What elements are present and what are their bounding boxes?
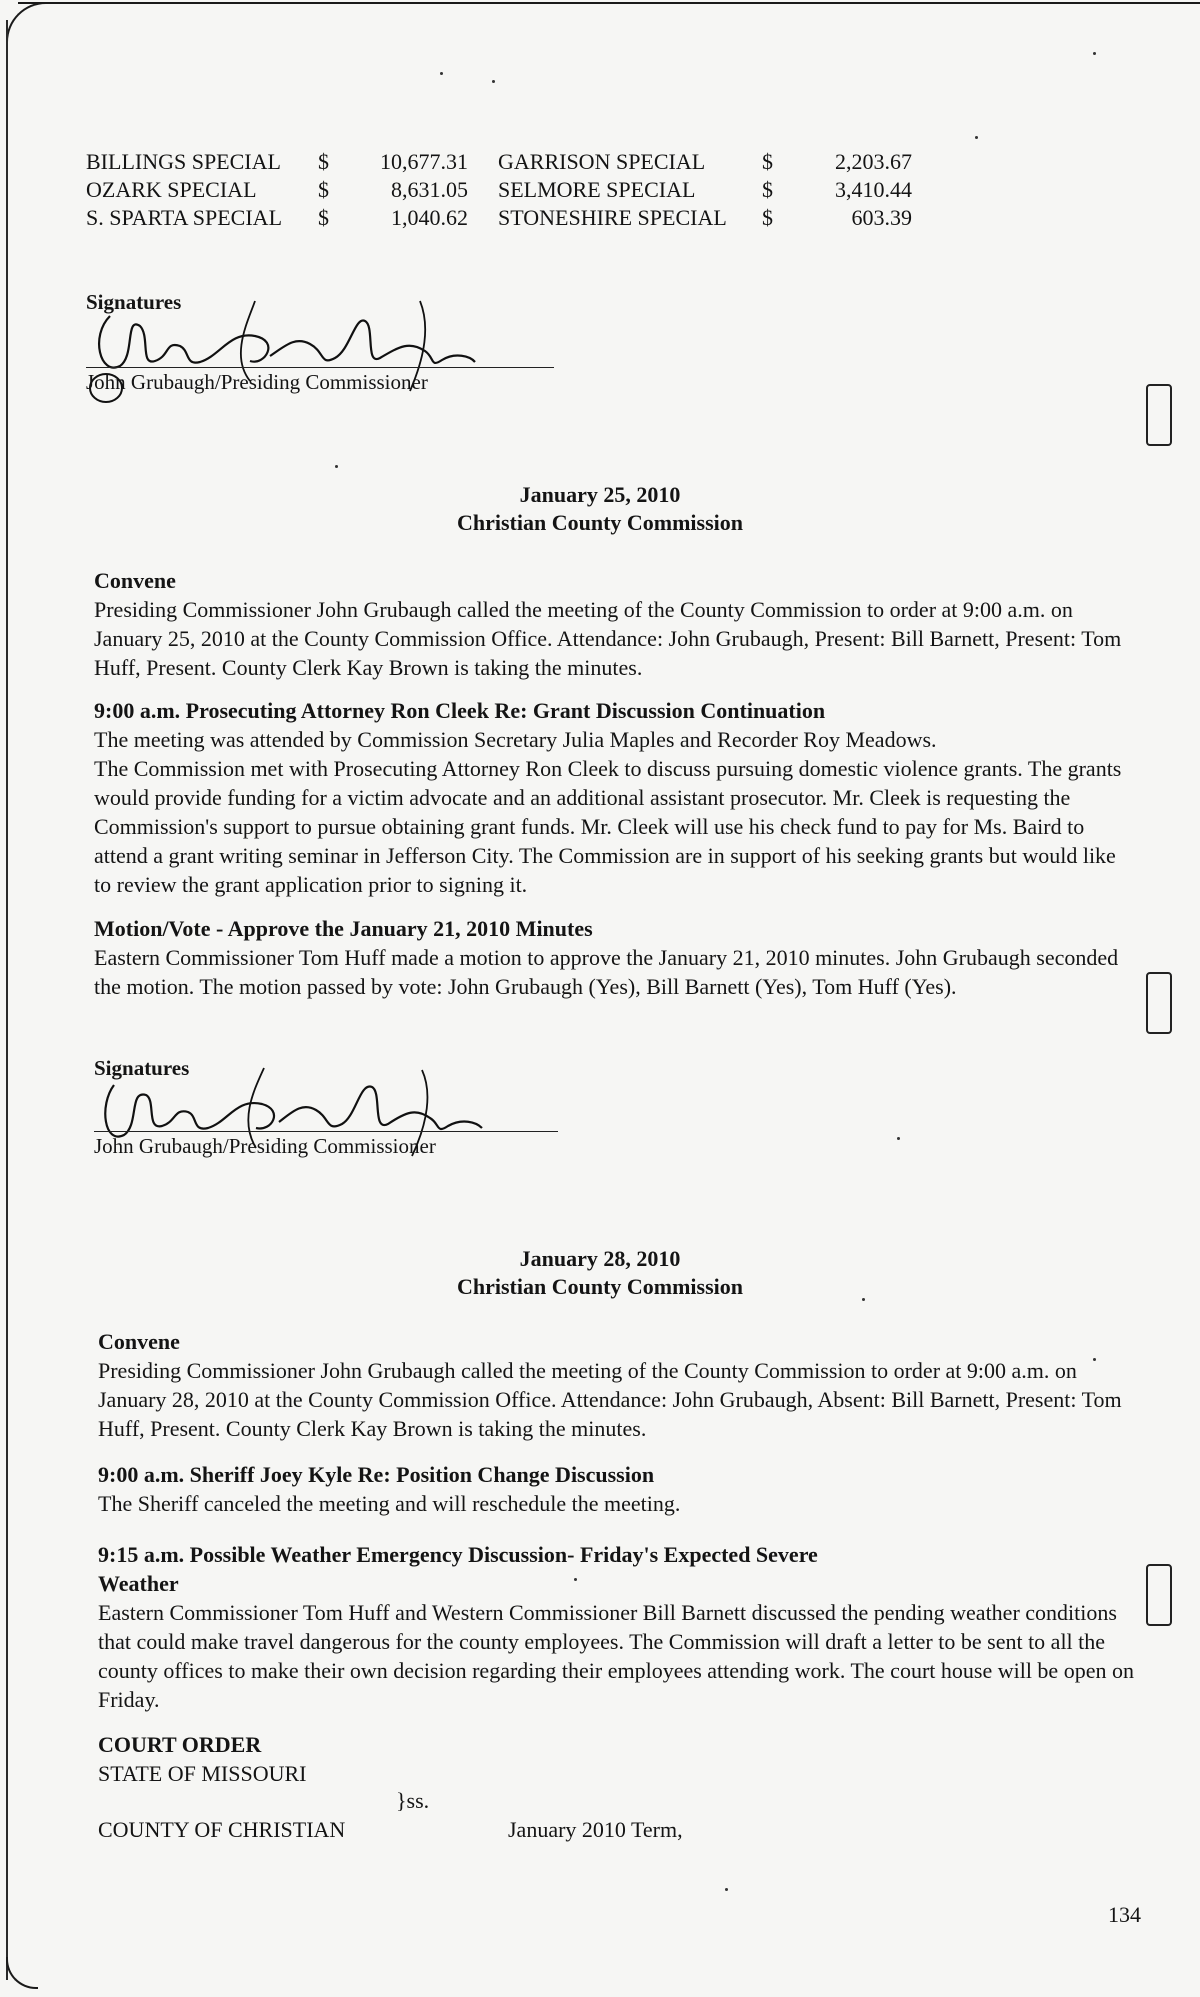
scan-speck — [725, 1888, 728, 1891]
court-order-heading: COURT ORDER — [98, 1732, 262, 1757]
signature-caption: John Grubaugh/Presiding Commissioner — [94, 1134, 436, 1158]
fund-amount: 3,410.44 — [835, 177, 912, 202]
fund-amount: 8,631.05 — [391, 177, 468, 202]
court-order-section — [98, 1730, 307, 1788]
section-text: Eastern Commissioner Tom Huff and Western Commissioner Bill Barnett discussed the pending weather conditions that could make travel dangerous for the county employees. The Commission will draft a letter to be sent to all the county offices to make their own decision regarding their employees attending work. The court house will be open on Friday. — [98, 1600, 1134, 1712]
margin-checkbox — [1146, 1564, 1172, 1626]
convene-section — [98, 1327, 1138, 1443]
page-edge-top — [18, 2, 1200, 4]
fund-name: GARRISON SPECIAL — [498, 149, 706, 174]
section-heading: Convene — [98, 1329, 180, 1354]
signature-line — [94, 1131, 558, 1132]
section-text: The Commission met with Prosecuting Attorney Ron Cleek to discuss pursuing domestic violence grants. The grants would provide funding for a victim advocate and an additional assistant prosecutor. Mr. Cleek is requesting the Commission's support to pursue obtaining grant funds. Mr. Cleek will use his check fund to pay for Ms. Baird to attend a grant writing seminar in Jefferson City. The Commission are in support of his seeking grants but would like to review the grant application prior to signing it. — [94, 756, 1122, 897]
table-row — [86, 176, 912, 204]
fund-amount: 2,203.67 — [835, 149, 912, 174]
fund-name: STONESHIRE SPECIAL — [498, 205, 727, 230]
motion-vote-section — [94, 914, 1134, 1001]
fund-rows — [86, 148, 912, 232]
currency-symbol: $ — [762, 205, 773, 230]
scan-speck — [1093, 52, 1096, 55]
scan-speck — [897, 1137, 900, 1140]
agenda-item-section — [94, 696, 1134, 899]
section-text: Eastern Commissioner Tom Huff made a motion to approve the January 21, 2010 minutes. John Grubaugh seconded the motion. The motion passed by vote: John Grubaugh (Yes), Bill Barnett (Yes), Tom Huff (Yes). — [94, 945, 1119, 999]
page-corner-curl — [6, 2, 48, 44]
special-fund-table — [86, 148, 912, 232]
weather-emergency-section — [98, 1540, 1138, 1714]
page-corner-bottom — [6, 1957, 38, 1989]
fund-name: SELMORE SPECIAL — [498, 177, 696, 202]
page-number: 134 — [1108, 1902, 1141, 1927]
convene-section — [94, 566, 1134, 682]
section-heading: Weather — [98, 1571, 179, 1596]
currency-symbol: $ — [318, 149, 329, 174]
section-text: Presiding Commissioner John Grubaugh called the meeting of the County Commission to order at 9:00 a.m. on January 25, 2010 at the County Commission Office. Attendance: John Grubaugh, Present: Bill Barnett, Present: Tom Huff, Present. County Clerk Kay Brown is taking the minutes. — [94, 597, 1122, 680]
section-text: Presiding Commissioner John Grubaugh called the meeting of the County Commission to order at 9:00 a.m. on January 28, 2010 at the County Commission Office. Attendance: John Grubaugh, Absent: Bill Barnett, Present: Tom Huff, Present. County Clerk Kay Brown is taking the minutes. — [98, 1358, 1122, 1441]
currency-symbol: $ — [762, 177, 773, 202]
fund-amount: 10,677.31 — [380, 149, 468, 174]
signature-line — [86, 367, 554, 368]
page-edge-left — [6, 20, 8, 1980]
fund-amount: 603.39 — [851, 205, 912, 230]
section-heading: 9:00 a.m. Prosecuting Attorney Ron Cleek Re: Grant Discussion Continuation — [94, 698, 826, 723]
fund-name: OZARK SPECIAL — [86, 177, 257, 202]
margin-checkbox — [1146, 384, 1172, 446]
scan-speck — [975, 136, 978, 139]
table-row — [86, 204, 912, 232]
currency-symbol: $ — [318, 177, 329, 202]
court-order-state: STATE OF MISSOURI — [98, 1761, 307, 1786]
meeting-date: January 28, 2010 — [519, 1246, 681, 1271]
court-order-county: COUNTY OF CHRISTIAN — [98, 1817, 346, 1842]
section-heading: 9:00 a.m. Sheriff Joey Kyle Re: Position Change Discussion — [98, 1462, 655, 1487]
table-row — [86, 148, 912, 176]
fund-name: BILLINGS SPECIAL — [86, 149, 281, 174]
section-heading: Convene — [94, 568, 176, 593]
signatures-label: Signatures — [94, 1056, 190, 1080]
agenda-item-section — [98, 1460, 1138, 1518]
scan-speck — [335, 465, 338, 468]
scan-speck — [492, 80, 495, 83]
meeting-date: January 25, 2010 — [519, 482, 681, 507]
fund-amount: 1,040.62 — [391, 205, 468, 230]
section-heading: Motion/Vote - Approve the January 21, 2010 Minutes — [94, 916, 593, 941]
scan-speck — [440, 72, 443, 75]
section-heading: 9:15 a.m. Possible Weather Emergency Discussion- Friday's Expected Severe — [98, 1542, 818, 1567]
currency-symbol: $ — [762, 149, 773, 174]
section-text: The Sheriff canceled the meeting and will reschedule the meeting. — [98, 1491, 681, 1516]
currency-symbol: $ — [318, 205, 329, 230]
court-order-term: January 2010 Term, — [508, 1817, 683, 1842]
section-text: The meeting was attended by Commission Secretary Julia Maples and Recorder Roy Meadows. — [94, 727, 937, 752]
margin-checkbox — [1146, 972, 1172, 1034]
meeting-body: Christian County Commission — [456, 1274, 744, 1299]
signature-caption: John Grubaugh/Presiding Commissioner — [86, 370, 428, 394]
signatures-label: Signatures — [86, 290, 182, 314]
court-order-ss: }ss. — [396, 1788, 430, 1813]
meeting-body: Christian County Commission — [456, 510, 744, 535]
fund-name: S. SPARTA SPECIAL — [86, 205, 283, 230]
